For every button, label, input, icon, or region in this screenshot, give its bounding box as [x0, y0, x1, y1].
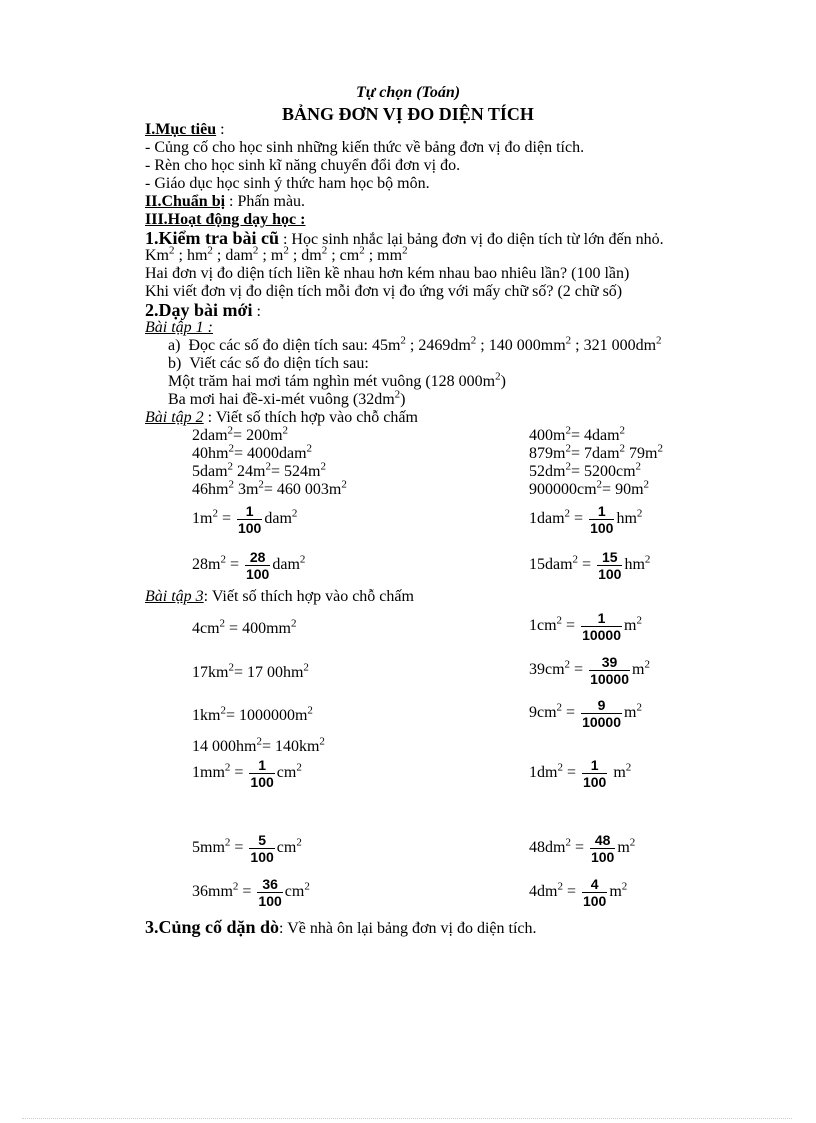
expr-part: = 5200cm — [570, 463, 636, 480]
equals: = — [562, 617, 580, 634]
expr-part: 1cm — [529, 617, 557, 634]
prep-text: : Phấn màu. — [225, 193, 306, 210]
denominator: 100 — [598, 565, 622, 582]
expr-part: 5dam — [192, 463, 228, 480]
denominator: 10000 — [582, 713, 622, 730]
expr-part: = 7dam — [570, 445, 620, 462]
equals: = — [578, 556, 596, 573]
consolidate-heading: 3.Củng cố dặn dò — [145, 917, 280, 937]
sq-sup: 2 — [256, 735, 262, 748]
unit-label: dm — [301, 247, 322, 264]
close-paren: ) — [400, 391, 406, 408]
exercise-3-text: : Viết số thích hợp vào chỗ chấm — [203, 588, 414, 605]
equals: = — [238, 883, 256, 900]
sq-sup: 2 — [470, 334, 477, 347]
sq-sup: 2 — [656, 334, 662, 347]
expr-part: 400m — [529, 427, 566, 444]
exercise-1-a — [168, 334, 662, 355]
sq-sup: 2 — [359, 244, 365, 257]
sq-sup: 2 — [252, 244, 259, 257]
sq-sup: 2 — [228, 442, 234, 455]
conversion-item — [529, 460, 642, 481]
sq-sup: 2 — [207, 244, 213, 257]
expr-part: 36mm — [192, 883, 233, 900]
sq-sup: 2 — [320, 460, 326, 473]
exercise-1-line-text: Một trăm hai mơi tám nghìn mét vuông (128 000m — [168, 373, 496, 390]
objective-item: - Rèn cho học sinh kĩ năng chuyển đổi đơn vị đo. — [145, 157, 461, 174]
expr-part: = 1000000m — [225, 707, 308, 724]
sq-sup: 2 — [219, 617, 226, 630]
expr-part: 1km — [192, 707, 221, 724]
expr-part: cm — [276, 764, 297, 781]
sq-sup: 2 — [220, 704, 226, 717]
sq-sup: 2 — [394, 388, 401, 401]
exercise-3-label: Bài tập 3 — [145, 588, 204, 605]
fraction-item — [529, 500, 642, 538]
sq-sup: 2 — [565, 442, 571, 455]
sq-sup: 2 — [299, 553, 306, 566]
equals: = — [562, 704, 580, 721]
sq-sup: 2 — [556, 701, 563, 714]
numerator: 1 — [245, 502, 254, 519]
expr-part: = 400mm — [225, 620, 291, 637]
objective-item: - Củng cố cho học sinh những kiến thức về bảng đơn vị đo diện tích. — [145, 139, 585, 156]
unit-label: cm — [339, 247, 360, 264]
unit-label: Km — [145, 247, 169, 264]
numerator: 1 — [590, 756, 599, 773]
sq-sup: 2 — [657, 442, 663, 455]
sq-sup: 2 — [296, 836, 302, 849]
expr-part: 15dam — [529, 556, 573, 573]
expr-part: 39cm — [529, 661, 565, 678]
separator: ; — [327, 247, 340, 264]
sq-sup: 2 — [303, 661, 309, 674]
expr-part: 900000cm — [529, 481, 597, 498]
sq-sup: 2 — [629, 836, 636, 849]
fraction-item — [192, 546, 305, 584]
expr-part: = 200m — [233, 427, 283, 444]
area-value: 2469dm — [418, 337, 471, 354]
conversion-item — [529, 478, 650, 499]
separator: ; — [364, 247, 378, 264]
conversion-item — [192, 442, 313, 463]
expr-part: m — [609, 764, 626, 781]
sq-sup: 2 — [402, 244, 408, 257]
sq-sup: 2 — [636, 507, 643, 520]
expr-part: = 17 00hm — [233, 664, 304, 681]
fraction — [581, 697, 622, 730]
sq-sup: 2 — [400, 334, 406, 347]
sq-sup: 2 — [636, 701, 642, 714]
fraction-item — [529, 873, 627, 911]
expr-part: 17km — [192, 664, 229, 681]
area-value: 321 000dm — [583, 337, 657, 354]
sq-sup: 2 — [212, 507, 218, 520]
fraction — [597, 549, 622, 582]
subtitle: Tự chọn (Toán) — [355, 84, 461, 101]
equals: = — [562, 883, 580, 900]
fraction — [581, 610, 622, 643]
fraction-item — [529, 754, 631, 792]
expr-part: 1mm — [192, 764, 225, 781]
expr-part: 9cm — [529, 704, 557, 721]
fraction — [257, 876, 282, 909]
exercise-1-a-values — [371, 334, 662, 354]
denominator: 100 — [250, 848, 274, 865]
fraction-item — [529, 694, 642, 732]
sq-sup: 2 — [644, 658, 650, 671]
expr-part: 5mm — [192, 839, 225, 856]
expr-part: hm — [624, 556, 645, 573]
numerator: 15 — [601, 548, 618, 565]
conversion-item — [192, 424, 289, 445]
denominator: 100 — [582, 773, 607, 790]
fraction — [249, 832, 274, 865]
equals: = — [562, 764, 580, 781]
fraction — [582, 757, 607, 790]
numerator: 48 — [594, 831, 611, 848]
equals: = — [230, 764, 248, 781]
expr-part: 4dm — [529, 883, 558, 900]
exercise-1-b-text: Viết các số đo diện tích sau: — [189, 355, 369, 372]
conversion-item — [192, 661, 309, 682]
expr-part: m — [624, 617, 637, 634]
exercise-2-text: : Viết số thích hợp vào chỗ chấm — [203, 409, 418, 426]
fraction-item — [192, 873, 310, 911]
prep-line — [145, 193, 305, 211]
conversion-item — [192, 617, 297, 638]
expr-part: 3m — [233, 481, 259, 498]
item-marker: b) — [168, 355, 182, 372]
consolidate-text: : Về nhà ôn lại bảng đơn vị đo diện tích. — [279, 920, 537, 937]
fraction — [237, 503, 262, 536]
numerator: 28 — [249, 548, 266, 565]
expr-part: = 460 003m — [263, 481, 342, 498]
activities-heading: III.Hoạt động dạy học : — [145, 211, 306, 228]
denominator: 10000 — [590, 670, 630, 687]
numerator: 1 — [258, 756, 266, 773]
expr-part: = 4000dam — [233, 445, 307, 462]
sq-sup: 2 — [565, 460, 571, 473]
sq-sup: 2 — [636, 614, 642, 627]
expr-part: 40hm — [192, 445, 229, 462]
sq-sup: 2 — [564, 658, 571, 671]
sq-sup: 2 — [265, 460, 271, 473]
unit-label: mm — [377, 247, 403, 264]
expr-part: dam — [272, 556, 300, 573]
equals: = — [570, 839, 588, 856]
separator: ; — [258, 247, 271, 264]
expr-part: = 4dam — [570, 427, 620, 444]
expr-part: cm — [276, 839, 297, 856]
sq-sup: 2 — [341, 478, 347, 491]
expr-part: m — [609, 883, 622, 900]
expr-part: = 90m — [602, 481, 644, 498]
fraction — [590, 832, 615, 865]
footer-divider — [22, 1118, 792, 1119]
sq-sup: 2 — [557, 761, 563, 774]
expr-part: 1dam — [529, 510, 565, 527]
equals: = — [225, 556, 243, 573]
area-value: 140 000mm — [488, 337, 566, 354]
review-question: Khi viết đơn vị đo diện tích mỗi đơn vị đo ứng với mấy chữ số? (2 chữ số) — [145, 283, 623, 300]
objectives-heading: I.Mục tiêu — [145, 121, 217, 138]
sq-sup: 2 — [227, 460, 234, 473]
equals: = — [230, 839, 248, 856]
expr-part: hm — [616, 510, 637, 527]
review-heading: 1.Kiểm tra bài cũ — [145, 228, 279, 248]
denominator: 100 — [590, 848, 615, 865]
objective-item: - Giáo dục học sinh ý thức ham học bộ môn. — [145, 175, 430, 192]
sq-sup: 2 — [304, 880, 310, 893]
denominator: 100 — [258, 892, 282, 909]
fraction-item — [529, 607, 642, 645]
fraction-item — [529, 829, 635, 867]
exercise-1-b — [168, 355, 369, 373]
expr-part: 4cm — [192, 620, 220, 637]
sq-sup: 2 — [596, 478, 603, 491]
exercise-1-line — [168, 388, 406, 409]
sq-sup: 2 — [621, 880, 628, 893]
numerator: 39 — [601, 653, 618, 670]
objectives-heading-line — [145, 121, 225, 139]
sq-sup: 2 — [319, 735, 325, 748]
sq-sup: 2 — [283, 244, 289, 257]
sq-sup: 2 — [227, 424, 234, 437]
consolidate-line — [145, 918, 537, 938]
sq-sup: 2 — [565, 836, 571, 849]
expr-part: = 140km — [261, 738, 320, 755]
denominator: 100 — [245, 565, 270, 582]
close-paren: ) — [500, 373, 506, 390]
numerator: 1 — [597, 502, 606, 519]
area-value: 45m — [371, 337, 401, 354]
denominator: 100 — [237, 519, 262, 536]
unit-label: hm — [186, 247, 208, 264]
expr-part: 2dam — [192, 427, 228, 444]
sq-sup: 2 — [619, 442, 626, 455]
sq-sup: 2 — [228, 661, 234, 674]
separator: ; — [571, 337, 584, 354]
expr-part: 79m — [625, 445, 658, 462]
fraction-item — [192, 500, 297, 538]
fraction — [245, 549, 270, 582]
expr-part: = 524m — [271, 463, 321, 480]
review-question: Hai đơn vị đo diện tích liền kề nhau hơn kém nhau bao nhiêu lần? (100 lần) — [145, 265, 630, 282]
newlesson-tail: : — [252, 303, 261, 320]
exercise-2-label: Bài tập 2 — [145, 409, 204, 426]
page-title: BẢNG ĐƠN VỊ ĐO DIỆN TÍCH — [282, 104, 534, 124]
conversion-item — [529, 424, 626, 445]
numerator: 36 — [262, 875, 278, 892]
sq-sup: 2 — [169, 244, 175, 257]
expr-part: m — [632, 661, 645, 678]
exercise-1-a-text: Đọc các số đo diện tích sau: — [188, 337, 372, 354]
sq-sup: 2 — [258, 478, 264, 491]
sq-sup: 2 — [565, 424, 571, 437]
denominator: 100 — [582, 892, 607, 909]
sq-sup: 2 — [228, 478, 234, 491]
sq-sup: 2 — [564, 507, 571, 520]
sq-sup: 2 — [224, 836, 231, 849]
fraction-item — [529, 546, 650, 584]
sq-sup: 2 — [290, 617, 297, 630]
separator: ; — [476, 337, 489, 354]
conversion-item — [192, 704, 313, 725]
separator: ; — [405, 337, 419, 354]
conversion-item — [529, 442, 663, 463]
sq-sup: 2 — [556, 614, 563, 627]
fraction — [589, 503, 614, 536]
prep-heading: II.Chuẩn bị — [145, 193, 226, 210]
objectives-heading-tail: : — [216, 121, 225, 138]
expr-part: m — [617, 839, 630, 856]
fraction — [249, 757, 274, 790]
numerator: 5 — [258, 831, 266, 848]
sq-sup: 2 — [565, 334, 572, 347]
numerator: 9 — [597, 696, 606, 713]
fraction-item — [192, 754, 302, 792]
numerator: 4 — [590, 875, 599, 892]
sq-sup: 2 — [644, 553, 651, 566]
sq-sup: 2 — [643, 478, 650, 491]
expr-part: 52dm — [529, 463, 566, 480]
fraction-item — [192, 829, 302, 867]
exercise-1-line — [168, 370, 506, 391]
unit-label: dam — [225, 247, 253, 264]
separator: ; — [288, 247, 302, 264]
sq-sup: 2 — [321, 244, 328, 257]
sq-sup: 2 — [307, 704, 313, 717]
sq-sup: 2 — [220, 553, 226, 566]
item-marker: a) — [168, 337, 181, 354]
unit-list — [145, 244, 408, 265]
sq-sup: 2 — [635, 460, 642, 473]
review-text: : Học sinh nhắc lại bảng đơn vị đo diện tích từ lớn đến nhỏ. — [278, 231, 664, 248]
equals: = — [570, 661, 588, 678]
expr-part: 879m — [529, 445, 566, 462]
expr-part: cm — [284, 883, 305, 900]
expr-part: dam — [264, 510, 292, 527]
exercise-1-label: Bài tập 1 : — [145, 319, 213, 336]
separator: ; — [212, 247, 226, 264]
sq-sup: 2 — [619, 424, 626, 437]
conversion-item — [192, 478, 347, 499]
sq-sup: 2 — [557, 880, 563, 893]
fraction — [582, 876, 607, 909]
sq-sup: 2 — [296, 761, 302, 774]
sq-sup: 2 — [572, 553, 579, 566]
equals: = — [570, 510, 588, 527]
sq-sup: 2 — [495, 370, 501, 383]
expr-part: m — [624, 704, 637, 721]
fraction — [589, 654, 630, 687]
expr-part: 24m — [233, 463, 266, 480]
numerator: 1 — [597, 609, 606, 626]
denominator: 100 — [590, 519, 614, 536]
sq-sup: 2 — [282, 424, 289, 437]
denominator: 10000 — [582, 626, 622, 643]
expr-part: 1dm — [529, 764, 558, 781]
sq-sup: 2 — [232, 880, 239, 893]
fraction-item — [529, 651, 650, 689]
separator: ; — [174, 247, 187, 264]
exercise-1-line-text: Ba mơi hai đề-xi-mét vuông (32dm — [168, 391, 395, 408]
denominator: 100 — [250, 773, 274, 790]
unit-label: m — [270, 247, 284, 264]
sq-sup: 2 — [291, 507, 298, 520]
expr-part: 14 000hm — [192, 738, 257, 755]
equals: = — [217, 510, 235, 527]
newlesson-line — [145, 301, 261, 321]
exercise-2-header — [145, 409, 418, 427]
sq-sup: 2 — [625, 761, 632, 774]
expr-part: 46hm — [192, 481, 229, 498]
newlesson-heading: 2.Dạy bài mới — [145, 300, 253, 320]
sq-sup: 2 — [224, 761, 231, 774]
expr-part: 1m — [192, 510, 213, 527]
exercise-3-header — [145, 588, 414, 606]
expr-part: 28m — [192, 556, 221, 573]
sq-sup: 2 — [306, 442, 313, 455]
expr-part: 48dm — [529, 839, 566, 856]
